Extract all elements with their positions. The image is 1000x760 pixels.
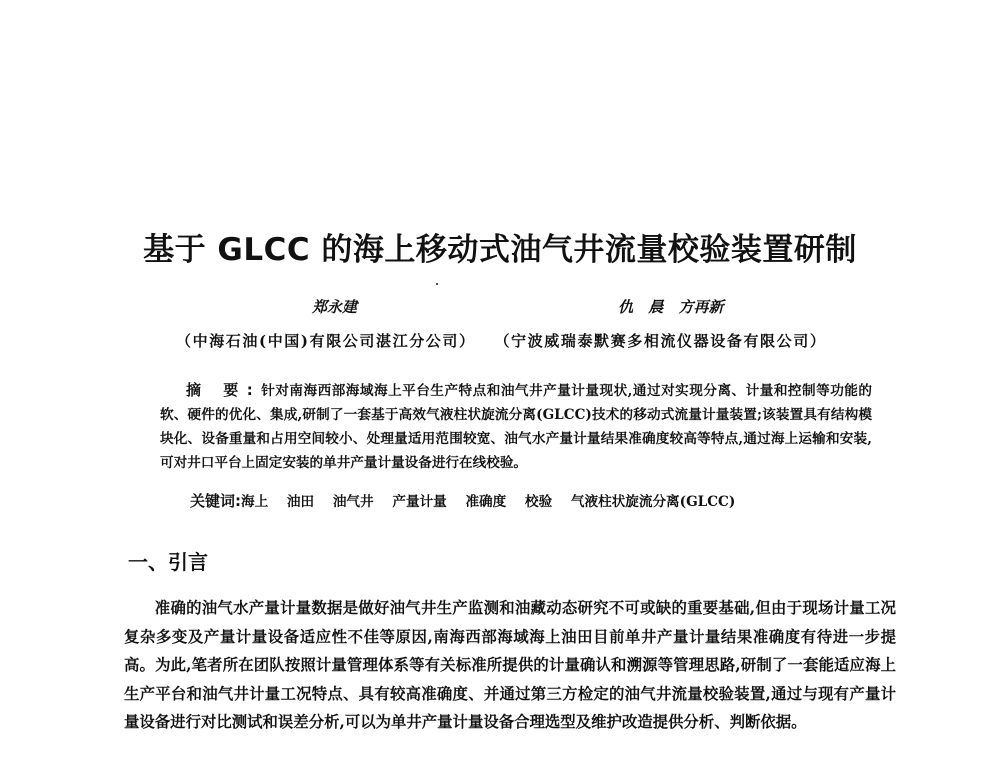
author-line	[0, 296, 1000, 318]
affiliation-line	[176, 330, 896, 351]
author-right: 仇 晨 方再新	[618, 298, 724, 316]
keywords-label: 关键词:	[190, 492, 241, 510]
stray-dot	[436, 283, 438, 285]
author-left: 郑永建	[312, 298, 358, 316]
keywords-text: 海上 油田 油气井 产量计量 准确度 校验 气液柱状旋流分离(GLCC)	[241, 494, 736, 510]
keywords	[190, 490, 890, 511]
section-heading: 一、引言	[128, 550, 208, 574]
abstract-text: 针对南海西部海域海上平台生产特点和油气井产量计量现状,通过对实现分离、计量和控制等功能的软、硬件的优化、集成,研制了一套基于高效气液柱状旋流分离(GLCC)技术的移动式流量计量装置;该装置具有结构模块化、设备重量和占用空间较小、处理量适用范围较宽、油气水产量计量结果准确度较高等特点,通过海上运输和安装,可对井口平台上固定安装的单井产量计量设备进行在线校验。	[160, 383, 872, 471]
paper-title: 基于 GLCC 的海上移动式油气井流量校验装置研制	[143, 232, 857, 268]
affiliation-left: （中海石油(中国)有限公司湛江分公司）	[176, 332, 476, 350]
abstract-label: 摘 要:	[186, 381, 261, 399]
affiliation-right: （宁波威瑞泰默赛多相流仪器设备有限公司）	[494, 332, 827, 350]
abstract	[160, 378, 872, 475]
body-paragraph: 准确的油气水产量计量数据是做好油气井生产监测和油藏动态研究不可或缺的重要基础,但由于现场计量工况复杂多变及产量计量设备适应性不佳等原因,南海西部海域海上油田目前单井产量计量结果准确度有待进一步提高。为此,笔者所在团队按照计量管理体系等有关标准所提供的计量确认和溯源等管理思路,研制了一套能适应海上生产平台和油气井计量工况特点、具有较高准确度、并通过第三方检定的油气井流量校验装置,通过与现有产量计量设备进行对比测试和误差分析,可以为单井产量计量设备合理选型及维护改造提供分析、判断依据。	[124, 599, 896, 731]
